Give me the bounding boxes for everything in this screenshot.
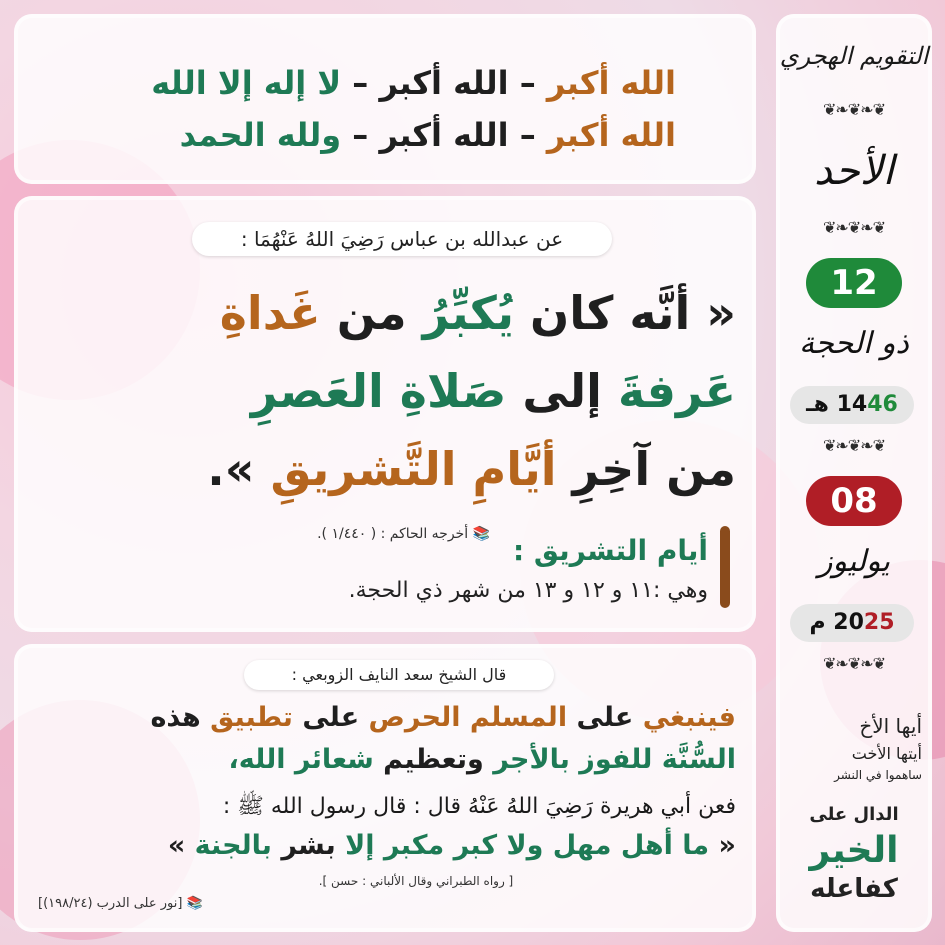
text-segment: الله أكبر xyxy=(379,64,509,102)
footer-line-5: الخير xyxy=(809,830,899,871)
text-segment: غَداةِ xyxy=(219,286,321,340)
text-segment: « أنَّه كان xyxy=(514,286,736,340)
text-segment: بالجنة xyxy=(194,830,272,861)
text-segment: بشر xyxy=(271,830,346,861)
text-segment: صَلاةِ العَصرِ xyxy=(250,364,507,418)
footer-line-2: أيتها الأخت xyxy=(851,744,922,763)
gregorian-month: يوليوز xyxy=(817,544,891,579)
footer-line-6: كفاعله xyxy=(810,874,898,904)
text-segment: المسلم الحرص xyxy=(368,702,568,733)
narrator-label: عن عبدالله بن عباس رَضِيَ اللهُ عَنْهُمَا : xyxy=(192,222,612,256)
text-segment: » xyxy=(167,830,195,861)
text-segment: أيَّامِ التَّشريقِ xyxy=(270,442,557,496)
text-segment: تطبيق xyxy=(210,702,293,733)
text-segment: السُّنَّة للفوز بالأجر xyxy=(493,744,736,775)
text-segment: ما أهل مهل ولا كبر مكبر إلا xyxy=(345,830,710,861)
text-segment: فينبغي xyxy=(642,702,736,733)
ornament-divider: ❦❧❦❧❦ xyxy=(822,654,886,673)
text-segment: لا إله إلا الله xyxy=(151,64,342,102)
text-segment: – xyxy=(508,64,547,102)
hijri-year: 1446 هـ xyxy=(790,386,914,424)
text-segment: شعائر الله، xyxy=(228,744,374,775)
sheikh-line-2 xyxy=(21,744,736,775)
text-segment: هذه xyxy=(150,702,211,733)
takbeer-line-1 xyxy=(76,64,676,102)
ayyam-description: وهي :١١ و ١٢ و ١٣ من شهر ذي الحجة. xyxy=(348,578,708,603)
hijri-day-badge: 12 xyxy=(806,258,902,308)
gregorian-year: 2025 م xyxy=(790,604,914,642)
footer-line-4: الدال على xyxy=(809,804,899,825)
footer-line-1: أيها الأخ xyxy=(859,714,922,738)
sheikh-card xyxy=(14,644,756,932)
ornament-divider: ❦❧❦❧❦ xyxy=(822,436,886,455)
text-segment: عَرفةَ xyxy=(617,364,736,418)
sheikh-line-3: فعن أبي هريرة رَضِيَ اللهُ عَنْهُ قال : قال رسول الله ﷺ : xyxy=(222,794,736,819)
text-segment: يُكبِّرُ xyxy=(422,286,515,340)
accent-bar xyxy=(720,526,730,608)
calendar-title: التقويم الهجري xyxy=(779,42,929,70)
sheikh-label: قال الشيخ سعد النايف الزوبعي : xyxy=(244,660,554,690)
book-icon: 📚 xyxy=(472,526,490,542)
text-segment: ولله الحمد xyxy=(179,116,342,154)
text-segment: الله أكبر xyxy=(546,116,676,154)
text-segment: من آخِرِ xyxy=(556,442,736,496)
sheikh-line-1 xyxy=(21,702,736,733)
day-name: الأحد xyxy=(814,148,894,194)
calendar-sidebar xyxy=(776,14,932,932)
ornament-divider: ❦❧❦❧❦ xyxy=(822,100,886,119)
text-segment: على xyxy=(567,702,643,733)
text-segment: الله أكبر xyxy=(546,64,676,102)
footer-line-3: ساهموا في النشر xyxy=(834,768,922,782)
takbeer-line-2 xyxy=(76,116,676,154)
book-icon: 📚 xyxy=(186,896,203,911)
text-segment: من xyxy=(320,286,423,340)
text-segment: وتعظيم xyxy=(373,744,494,775)
hadith-line-3 xyxy=(31,442,736,496)
hadith-line-1 xyxy=(31,286,736,340)
hadith-source: 📚 أخرجه الحاكم : ( ١/٤٤٠ ). xyxy=(317,526,490,542)
takbeer-card xyxy=(14,14,756,184)
ayyam-title: أيام التشريق : xyxy=(512,534,708,567)
text-segment: – xyxy=(341,64,380,102)
text-segment: الله أكبر xyxy=(379,116,509,154)
text-segment: – xyxy=(508,116,547,154)
hadith-card xyxy=(14,196,756,632)
text-segment: « xyxy=(709,830,736,861)
text-segment: إلى xyxy=(506,364,618,418)
text-segment: على xyxy=(292,702,369,733)
sheikh-line-4 xyxy=(21,830,736,861)
sheikh-source-1: [ رواه الطبراني وقال الألباني : حسن ]. xyxy=(318,874,514,888)
text-segment: – xyxy=(341,116,380,154)
gregorian-day-badge: 08 xyxy=(806,476,902,526)
hijri-month: ذو الحجة xyxy=(799,326,909,361)
text-segment: ». xyxy=(207,442,271,496)
sheikh-source-2: 📚 [نور على الدرب (١٩٨/٢٤)] xyxy=(38,896,203,911)
ornament-divider: ❦❧❦❧❦ xyxy=(822,218,886,237)
hadith-line-2 xyxy=(31,364,736,418)
